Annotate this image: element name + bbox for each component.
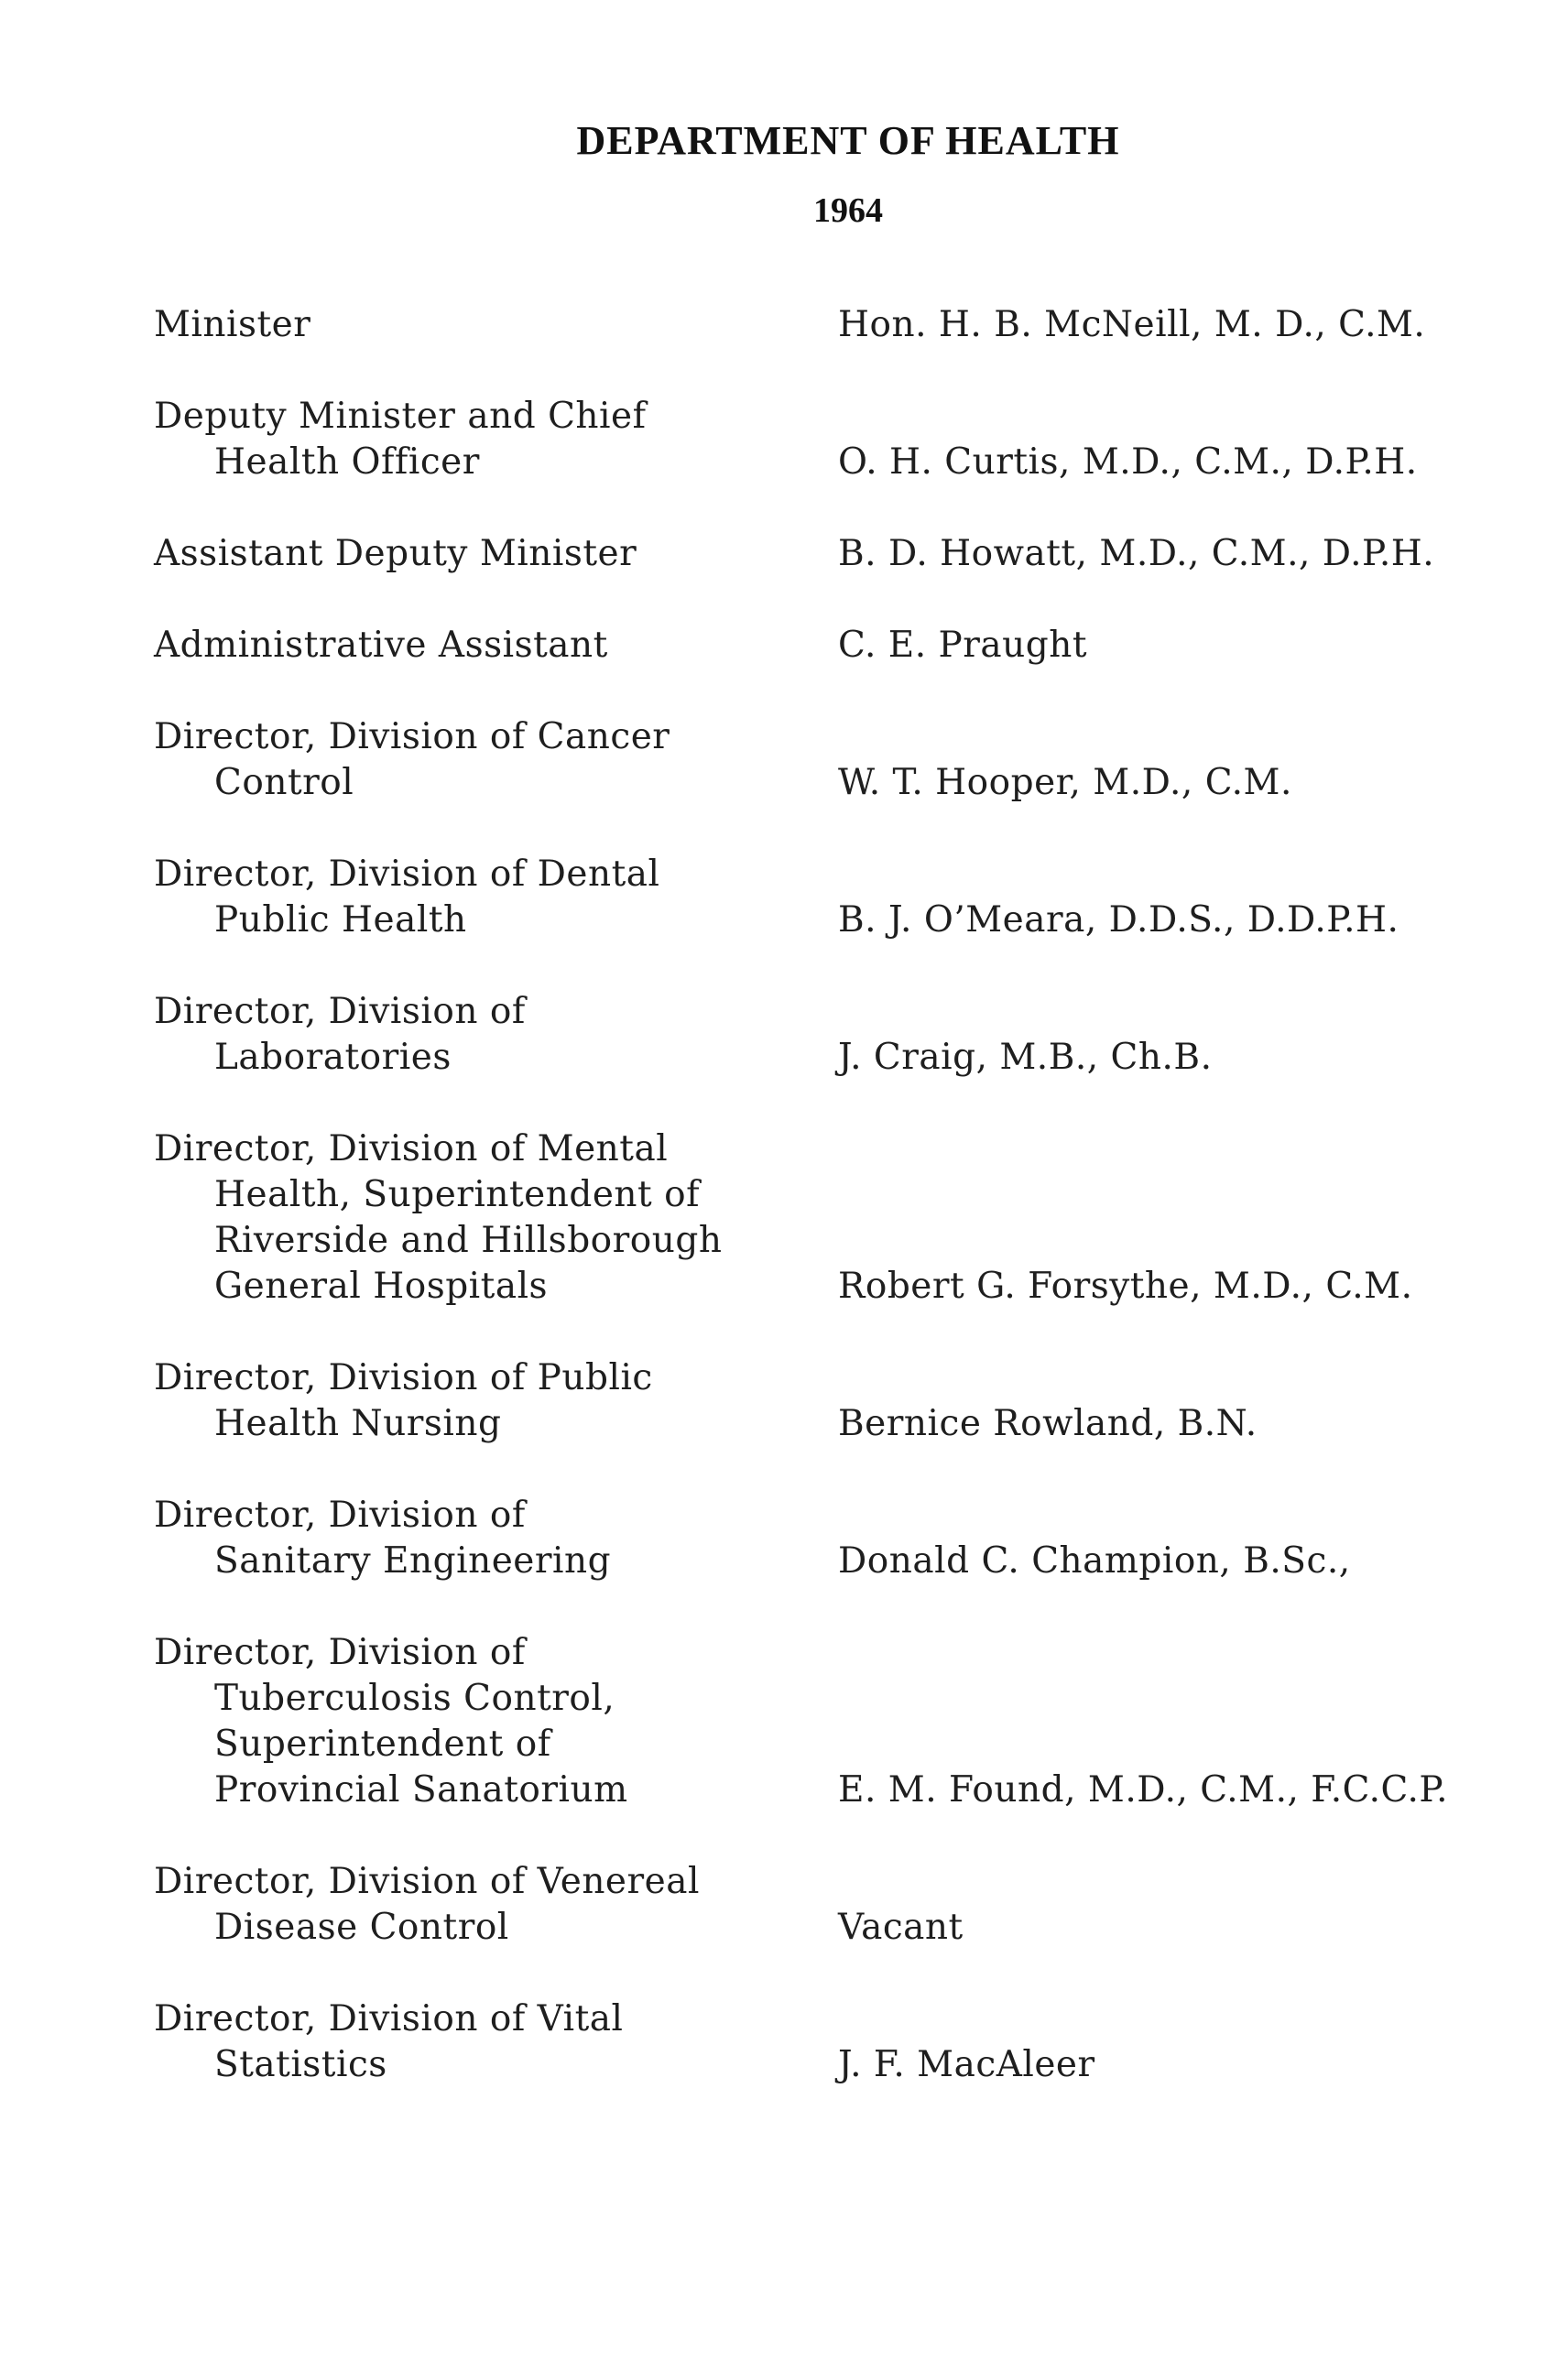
- directory-entry: [0, 843, 1568, 943]
- position-title-line: Director, Division of Cancer: [154, 716, 670, 757]
- position-title-line: Disease Control: [214, 1907, 509, 1948]
- position-title: [154, 1996, 795, 2088]
- position-title: [154, 394, 795, 485]
- position-title: [154, 1859, 795, 1951]
- directory-entry: [0, 247, 1568, 348]
- position-title-line: Director, Division of Vital: [154, 1998, 624, 2039]
- position-title-line: Director, Division of: [154, 991, 526, 1032]
- directory-entry: [0, 1987, 1568, 2088]
- position-title-line: Director, Division of Venereal: [154, 1861, 700, 1902]
- position-title-line: Health Nursing: [214, 1403, 502, 1444]
- position-title: [154, 1126, 795, 1310]
- directory-entry: [0, 1128, 1568, 1310]
- office-holder-name: O. H. Curtis, M.D., C.M., D.P.H.: [838, 441, 1418, 483]
- position-title: [154, 852, 795, 943]
- directory-entry: [0, 568, 1568, 669]
- position-title-line: Director, Division of Mental: [154, 1128, 669, 1169]
- position-title-line: Control: [214, 762, 354, 803]
- position-title: [154, 714, 795, 806]
- office-holder-name: Bernice Rowland, B.N.: [838, 1403, 1258, 1444]
- position-title: [154, 623, 795, 669]
- office-holder-name: Vacant: [838, 1907, 964, 1948]
- position-title-line: Sanitary Engineering: [214, 1540, 612, 1582]
- office-holder-name: B. J. O’Meara, D.D.S., D.D.P.H.: [838, 899, 1399, 941]
- office-holder-name: W. T. Hooper, M.D., C.M.: [838, 762, 1292, 803]
- position-title-line: Deputy Minister and Chief: [154, 396, 647, 437]
- directory-entry: [0, 705, 1568, 806]
- office-holder-name: C. E. Praught: [838, 625, 1088, 666]
- position-title-line: Assistant Deputy Minister: [154, 533, 637, 574]
- position-title-line: Superintendent of: [214, 1724, 551, 1765]
- directory-entry: [0, 1632, 1568, 1813]
- position-title: [154, 1493, 795, 1584]
- office-holder-name: Robert G. Forsythe, M.D., C.M.: [838, 1266, 1413, 1307]
- position-title-line: Riverside and Hillsborough: [214, 1220, 723, 1261]
- document-title: DEPARTMENT OF HEALTH: [576, 118, 1120, 163]
- position-title-line: Tuberculosis Control,: [214, 1678, 615, 1719]
- position-title-line: Laboratories: [214, 1037, 452, 1078]
- directory-entry: [0, 385, 1568, 485]
- position-title-line: General Hospitals: [214, 1266, 549, 1307]
- position-title-line: Statistics: [214, 2044, 387, 2085]
- office-holder-name: E. M. Found, M.D., C.M., F.C.C.P.: [838, 1769, 1449, 1811]
- office-holder-name: J. Craig, M.B., Ch.B.: [838, 1037, 1213, 1078]
- directory-entry: [0, 980, 1568, 1081]
- position-title-line: Provincial Sanatorium: [214, 1769, 628, 1811]
- document-year: 1964: [813, 191, 883, 230]
- position-title: [154, 1355, 795, 1447]
- position-title-line: Director, Division of Public: [154, 1357, 653, 1398]
- position-title-line: Minister: [154, 304, 311, 345]
- office-holder-name: B. D. Howatt, M.D., C.M., D.P.H.: [838, 533, 1435, 574]
- position-title: [154, 1630, 795, 1813]
- office-holder-name: Donald C. Champion, B.Sc.,: [838, 1540, 1351, 1582]
- directory-entry: [0, 1346, 1568, 1447]
- position-title: [154, 302, 795, 348]
- directory-entry: [0, 1484, 1568, 1584]
- position-title-line: Director, Division of: [154, 1495, 526, 1536]
- position-title-line: Administrative Assistant: [154, 625, 608, 666]
- position-title-line: Health, Superintendent of: [214, 1174, 701, 1215]
- office-holder-name: Hon. H. B. McNeill, M. D., C.M.: [838, 304, 1426, 345]
- position-title-line: Public Health: [214, 899, 467, 941]
- directory-entry: [0, 476, 1568, 577]
- position-title-line: Director, Division of Dental: [154, 854, 660, 895]
- office-holder-name: J. F. MacAleer: [838, 2044, 1095, 2085]
- position-title-line: Director, Division of: [154, 1632, 526, 1673]
- position-title: [154, 989, 795, 1081]
- position-title-line: Health Officer: [214, 441, 480, 483]
- directory-entry: [0, 1850, 1568, 1951]
